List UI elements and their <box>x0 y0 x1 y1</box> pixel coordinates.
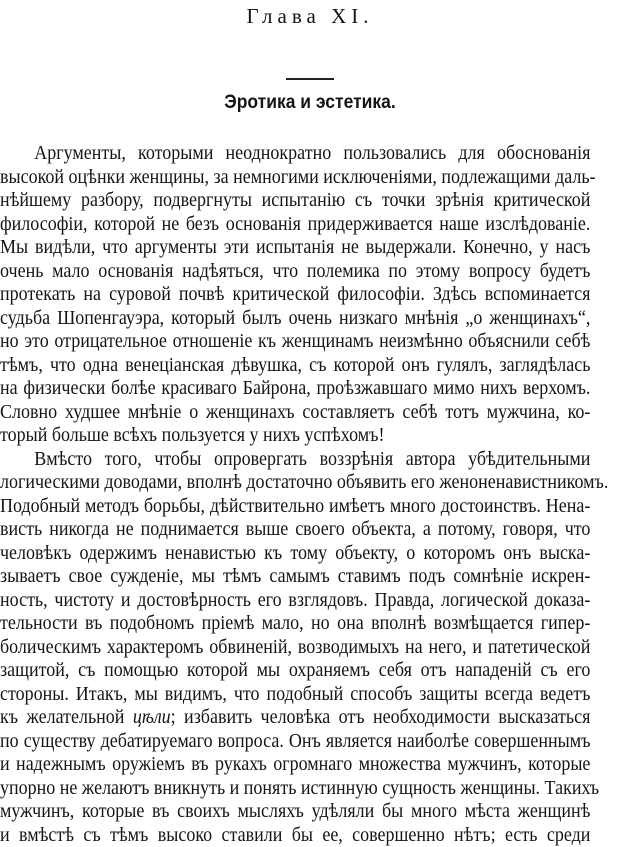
section-title: Эротика и эстетика. <box>25 92 595 114</box>
text-line: защитой, съ помощью которой мы охраняемъ себя отъ нападеній съ его <box>0 659 590 683</box>
text-line: мужчинъ, которые въ своихъ мысляхъ удѣляли бы много мѣста женщинѣ <box>0 800 590 824</box>
text-line-with-italic <box>0 706 590 730</box>
section-divider <box>286 78 334 80</box>
text-line: тѣмъ, что одна венеціанская дѣвушка, съ которой онъ гулялъ, заглядѣлась <box>0 354 590 378</box>
text-line: ность, чистоту и достовѣрность его взглядовъ. Правда, логической доказа- <box>0 589 590 613</box>
text-line: Аргументы, которыми неоднократно пользовались для обоснованія <box>0 142 590 166</box>
text-line: и вмѣстѣ съ тѣмъ высоко ставили бы ее, совершенно нѣтъ; есть среди <box>0 824 590 847</box>
text-line: зываетъ свое сужденіе, мы тѣмъ самымъ ставимъ подъ сомнѣніе искрен- <box>0 565 590 589</box>
text-segment: ; избавить человѣка отъ необходимости высказаться <box>171 706 591 728</box>
text-line: логическими доводами, вполнѣ достаточно объявить его женоненавистникомъ. <box>0 471 590 495</box>
text-line: протекать на суровой почвѣ критической философіи. Здѣсь вспоминается <box>0 283 590 307</box>
text-line: философіи, которой не безъ основанія придерживается наше изслѣдованіе. <box>0 213 590 237</box>
text-line: стороны. Итакъ, мы видимъ, что подобный способъ защиты всегда ведетъ <box>0 683 590 707</box>
text-line: тельности въ подобномъ пріемѣ мало, но она вполнѣ возмѣщается гипер- <box>0 612 590 636</box>
italic-word: цѣли <box>133 706 171 728</box>
text-line: нѣйшему разбору, подвергнуты испытанію съ точки зрѣнія критической <box>0 189 590 213</box>
text-line: торый больше всѣхъ пользуется у нихъ успѣхомъ! <box>0 424 590 448</box>
text-line: висть никогда не поднимается выше своего объекта, а потому, говоря, что <box>0 518 590 542</box>
text-line: судьба Шопенгауэра, который былъ очень низкаго мнѣнія „о женщинахъ“, <box>0 307 590 331</box>
text-line: и надежнымъ оружіемъ въ рукахъ огромнаго множества мужчинъ, которые <box>0 753 590 777</box>
text-line: но это отрицательное отношеніе къ женщинамъ неизмѣнно объяснили себѣ <box>0 330 590 354</box>
text-line: на физически болѣе красиваго Байрона, проѣзжавшаго мимо нихъ верхомъ. <box>0 377 590 401</box>
chapter-heading: Глава XI. <box>0 4 620 29</box>
text-line: по существу дебатируемаго вопроса. Онъ является наиболѣе совершеннымъ <box>0 730 590 754</box>
text-line: упорно не желаютъ вникнуть и понять истинную сущность женщины. Такихъ <box>0 777 590 801</box>
text-segment: къ желательной <box>0 706 133 728</box>
text-line: Словно худшее мнѣніе о женщинахъ составляетъ себѣ тотъ мужчина, ко- <box>0 401 590 425</box>
text-line: Подобный методъ борьбы, дѣйствительно имѣетъ много достоинствъ. Нена- <box>0 495 590 519</box>
text-line: человѣкъ одержимъ ненавистью къ тому объекту, о которомъ онъ выска- <box>0 542 590 566</box>
body-text <box>0 142 590 847</box>
text-line: высокой оцѣнки женщины, за немногими исключеніями, подлежащими даль- <box>0 166 590 190</box>
text-line: очень мало основанія надѣяться, что полемика по этому вопросу будетъ <box>0 260 590 284</box>
text-line: болическимъ характеромъ обвиненій, возводимыхъ на него, и патетической <box>0 636 590 660</box>
text-line: Мы видѣли, что аргументы эти испытанія не выдержали. Конечно, у насъ <box>0 236 590 260</box>
text-line: Вмѣсто того, чтобы опровергать воззрѣнія автора убѣдительными <box>0 448 590 472</box>
